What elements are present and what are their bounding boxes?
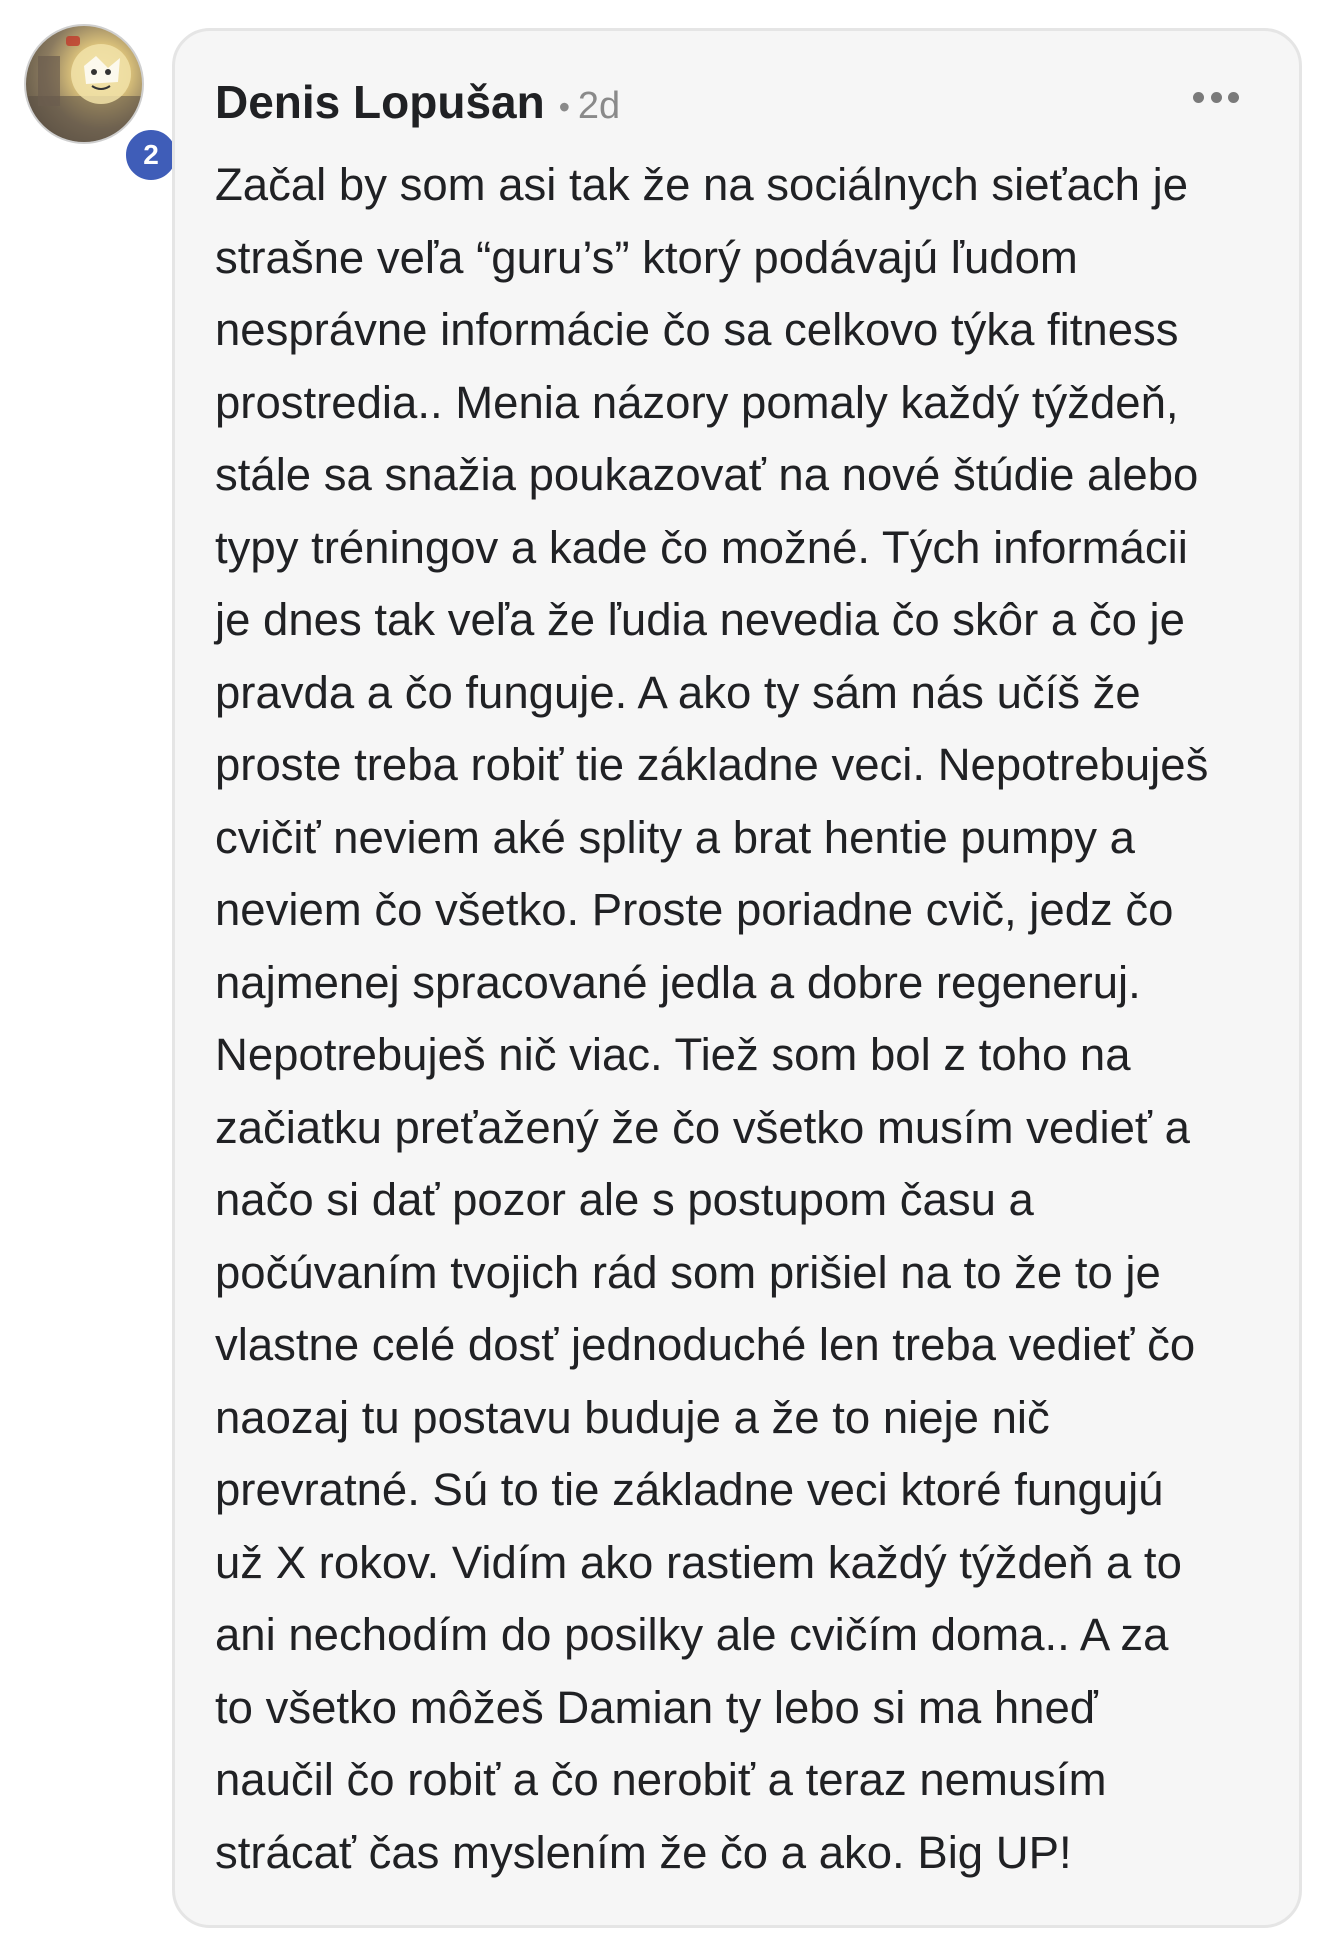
more-options-button[interactable] xyxy=(1193,87,1239,107)
comment-line: pravda a čo funguje. A ako ty sám nás učíš že xyxy=(215,666,1141,718)
comment-line: naozaj tu postavu buduje a že to nieje nič xyxy=(215,1391,1050,1443)
comment-line: proste treba robiť tie základne veci. Nepotrebuješ xyxy=(215,739,1209,790)
comment-line: načo si dať pozor ale s postupom času a xyxy=(215,1174,1034,1225)
comment-line: nesprávne informácie čo sa celkovo týka fitness xyxy=(215,304,1179,355)
avatar-image-icon xyxy=(26,26,144,144)
comment-header xyxy=(215,75,620,129)
comment-timestamp[interactable]: 2d xyxy=(577,85,621,127)
comment-line: cvičiť neviem aké splity a brat hentie pumpy a xyxy=(215,811,1135,863)
avatar[interactable] xyxy=(24,24,144,144)
more-options-icon xyxy=(1211,92,1222,103)
more-options-icon xyxy=(1228,92,1239,103)
comment-card xyxy=(172,28,1302,1928)
comment-line: najmenej spracované jedla a dobre regeneruj. xyxy=(215,956,1141,1008)
comment-line: Nepotrebuješ nič viac. Tiež som bol z toho na xyxy=(215,1029,1131,1080)
avatar-container[interactable] xyxy=(24,24,159,170)
comment-body xyxy=(215,149,1275,1889)
comment-line: prevratné. Sú to tie základne veci ktoré fungujú xyxy=(215,1464,1164,1515)
comment-line: to všetko môžeš Damian ty lebo si ma hneď xyxy=(215,1681,1098,1733)
comment-line: stále sa snažia poukazovať na nové štúdie alebo xyxy=(215,449,1199,500)
comment-line: vlastne celé dosť jednoduché len treba vedieť čo xyxy=(215,1319,1196,1370)
comment-line: strašne veľa “guru’s” ktorý podávajú ľudom xyxy=(215,231,1078,283)
comment-line: neviem čo všetko. Proste poriadne cvič, jedz čo xyxy=(215,884,1174,935)
comment-line: počúvaním tvojich rád som prišiel na to že to je xyxy=(215,1246,1161,1298)
comment-line: ani nechodím do posilky ale cvičím doma.. A za xyxy=(215,1609,1169,1660)
level-badge: 2 xyxy=(122,126,180,184)
meta-separator: • xyxy=(558,89,570,125)
comment-line: strácať čas myslením že čo a ako. Big UP! xyxy=(215,1826,1072,1878)
author-name[interactable]: Denis Lopušan xyxy=(215,76,545,128)
comment-line: začiatku preťažený že čo všetko musím vedieť a xyxy=(215,1101,1190,1153)
comment-line: je dnes tak veľa že ľudia nevedia čo skôr a čo je xyxy=(215,594,1185,645)
comment-line: Začal by som asi tak že na sociálnych sieťach je xyxy=(215,159,1189,210)
comment-line: prostredia.. Menia názory pomaly každý týždeň, xyxy=(215,376,1179,428)
comment-line: naučil čo robiť a čo nerobiť a teraz nemusím xyxy=(215,1754,1107,1805)
more-options-icon xyxy=(1193,92,1204,103)
comment-line: typy tréningov a kade čo možné. Tých informácii xyxy=(215,521,1188,573)
comment-line: už X rokov. Vidím ako rastiem každý týždeň a to xyxy=(215,1536,1182,1588)
